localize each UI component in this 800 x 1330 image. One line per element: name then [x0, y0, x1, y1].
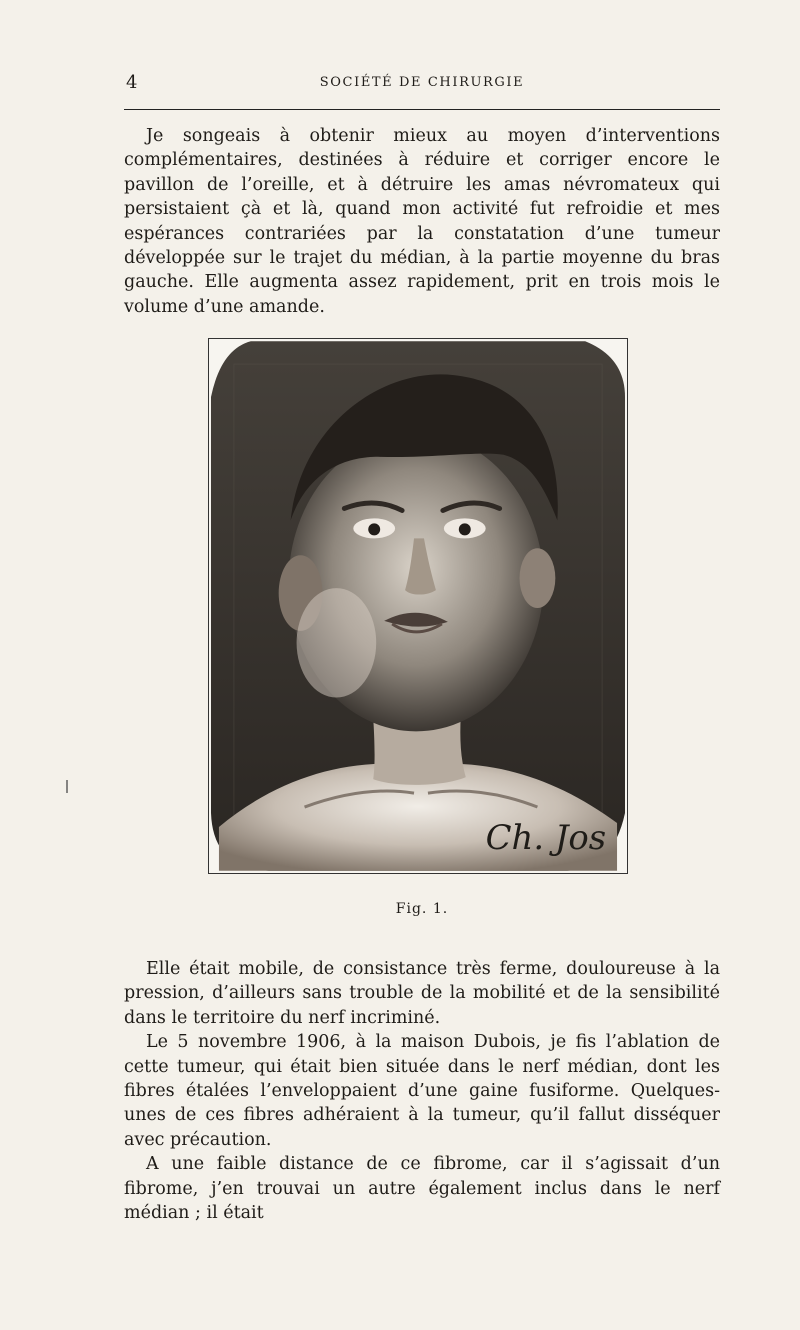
signature-text: Ch. Jos	[485, 817, 607, 857]
body-text-top	[124, 124, 720, 319]
paragraph: Le 5 novembre 1906, à la maison Dubois, je fis l’ablation de cette tumeur, qui était bien située dans le nerf médian, dont les fibres étalées l’enveloppaient d’une gaine fusiforme. Quelques-unes de ces fibres adhéraient à la tumeur, qu’il fallut disséquer avec précaution.	[124, 1032, 720, 1150]
page-number: 4	[126, 72, 138, 93]
figure-photograph	[208, 338, 628, 874]
page-header	[124, 72, 720, 96]
running-head: SOCIÉTÉ DE CHIRURGIE	[319, 75, 525, 90]
paragraph: A une faible distance de ce fibrome, car il s’agissait d’un fibrome, j’en trouvai un autre également inclus dans le nerf médian ; il était	[124, 1154, 720, 1224]
header-rule	[124, 109, 720, 110]
body-text-bottom	[124, 957, 720, 1225]
paragraph: Elle était mobile, de consistance très ferme, douloureuse à la pression, d’ailleurs sans trouble de la mobilité et de la sensibilité dans le territoire du nerf incriminé.	[124, 959, 720, 1028]
paragraph: Je songeais à obtenir mieux au moyen d’interventions complémentaires, destinées à réduire et corriger encore le pavillon de l’oreille, et à détruire les amas névromateux qui persistaient çà et là, quand mon activité fut refroidie et mes espérances contrariées par la constatation d’une tumeur développée sur le trajet du médian, à la partie moyenne du bras gauche. Elle augmenta assez rapidement, prit en trois mois le volume d’une amande.	[124, 126, 720, 317]
figure-caption: Fig. 1.	[395, 901, 449, 917]
margin-mark	[66, 780, 68, 793]
